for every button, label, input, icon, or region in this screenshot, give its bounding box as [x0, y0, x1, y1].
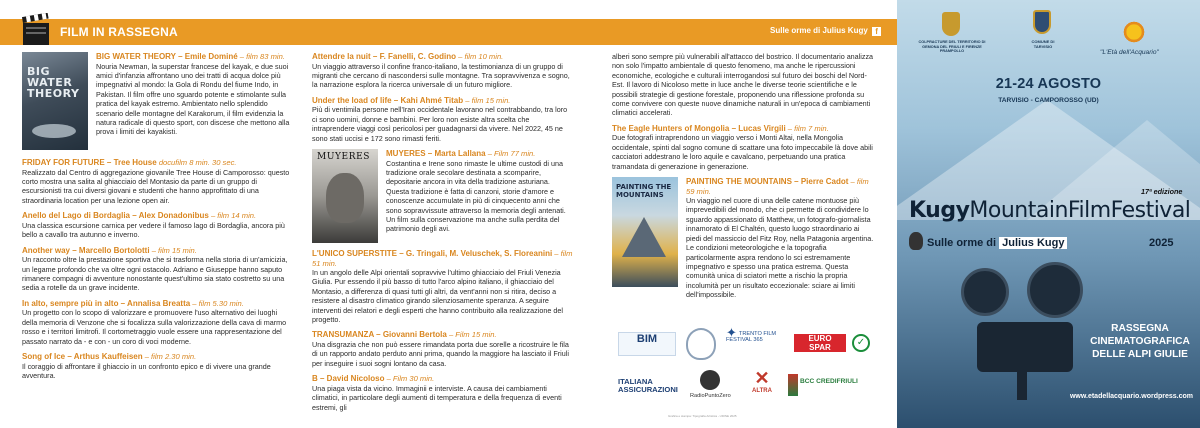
- comune-crest-icon: [686, 328, 716, 360]
- film-body: [686, 177, 874, 299]
- rassegna-label: [1085, 322, 1195, 361]
- film-meta: – film 10 min.: [456, 52, 504, 61]
- film-description: Due fotografi intraprendono un viaggio verso i Monti Altai, nella Mongolia occidentale, spinti dal sogno comune di scattare una foto impeccabile là dove abili cacciatori addestrano le loro aquile e cavalcano, perpetuando una pratica tramandata di generazione in generazione.: [612, 133, 873, 171]
- film-heading: [312, 96, 574, 106]
- film-meta: – Film 15 min.: [446, 330, 497, 340]
- rassegna-line: RASSEGNA: [1111, 323, 1169, 334]
- festival-subtitle: [927, 237, 1067, 249]
- bim-logo-text: BIM: [636, 333, 658, 345]
- film-description: Il coraggio di affrontare il ghiaccio in un confronto epico e di vivere una grande avventura.: [22, 361, 271, 381]
- trento-film-festival-logo: [726, 325, 778, 360]
- film-meta: – film 5.30 min.: [190, 298, 244, 308]
- film-entry: [312, 149, 574, 243]
- film-entry: [312, 52, 574, 90]
- film-title: FRIDAY FOR FUTURE – Tree House: [22, 158, 157, 167]
- film-reel-icon: [961, 268, 1009, 316]
- poster-title: BIG WATER THEORY: [27, 65, 80, 100]
- film-heading: [386, 149, 574, 159]
- print-credits: Grafica e stampa: Tipografia Artistica - UDINE 2025: [668, 414, 737, 418]
- facebook-icon[interactable]: f: [872, 27, 881, 36]
- film-title: Attendre la nuit – F. Fanelli, C. Godino: [312, 52, 457, 61]
- poster-title: PAINTING THE MOUNTAINS: [616, 183, 672, 200]
- film-meta: – Film 77 min.: [485, 149, 536, 159]
- film-meta: – film 51 min.: [312, 249, 573, 268]
- subtitle-prefix: Sulle orme di: [927, 237, 997, 249]
- film-heading: [22, 299, 290, 309]
- film-meta: docufilm 8 min. 30 sec.: [156, 158, 237, 167]
- film-description: Più di ventimila persone nell'Iran occidentale lavorano nel contrabbando, tra loro ci sono uomini, donne e bambini. Per loro non esiste altra scelta che intraprendere viaggi così pericolosi per guadagnarsi da vivere. Nel 2022, 45 ne sono stati uccisi e 172 sono rimasti feriti.: [312, 105, 568, 143]
- header-tagline-text: Sulle orme di Julius Kugy: [770, 26, 868, 35]
- clapperboard-icon: [22, 13, 52, 47]
- rassegna-line: DELLE ALPI GIULIE: [1092, 349, 1188, 360]
- film-title: BIG WATER THEORY – Emile Dominé: [96, 52, 238, 61]
- film-description: Costantina e Irene sono rimaste le ultime custodi di una tradizione orale secolare destinata a scomparire, depositarie ancora in vita della tradizione asturiana. Questa tradizione è fatta di canzoni, storie d'amore e conoscenze accumulate in più di cinquecento anni che sono sopravvissute attraverso la memoria degli antenati. Un film sulla conservazione ma anche sulla perdita del patrimonio degli avi.: [386, 158, 566, 234]
- film-description: Realizzato dal Centro di aggregazione giovanile Tree House di Camporosso: questo corto mostra una salita al ghiacciaio del Montasio da parte di un gruppo di escursionisti tra cui diversi giovani e studenti che hanno approfittato di una straordinaria location per una lezione open air.: [22, 167, 290, 205]
- altra-logo: [740, 368, 784, 402]
- projector-body: [977, 322, 1073, 372]
- edition-label: 17ª edizione: [1141, 187, 1183, 196]
- film-meta: – film 2.30 min.: [142, 352, 197, 362]
- sun-icon: [1122, 20, 1146, 44]
- film-meta: – film 7 min.: [785, 123, 829, 133]
- film-entry: [612, 124, 874, 171]
- film-title: B – David Nicoloso: [312, 374, 385, 384]
- festival-dates: 21-24 AGOSTO: [995, 76, 1102, 92]
- film-entry: [22, 158, 290, 205]
- film-entry: [312, 330, 574, 368]
- section-title: FILM IN RASSEGNA: [60, 25, 178, 39]
- film-title: Song of Ice – Arthus Kauffeisen: [22, 352, 143, 362]
- film-heading: [22, 246, 290, 256]
- poster-title: MUYERES: [317, 152, 371, 163]
- italiana-assicurazioni-logo: [618, 378, 676, 402]
- film-meta: – film 15 min.: [463, 95, 511, 105]
- film-heading: [312, 374, 574, 384]
- film-entry: [312, 96, 574, 143]
- film-title: PAINTING THE MOUNTAINS – Pierre Cadot: [686, 177, 849, 187]
- film-body: [96, 52, 290, 137]
- film-entry: [22, 246, 290, 293]
- organizer-1: COLPRACTURE DEL TERRITORIO DI GEMONA DEL FRIULI E FIRENZE PRAMPOLLO: [918, 40, 986, 54]
- mountain-graphic: [622, 217, 666, 257]
- bim-logo: [618, 332, 676, 356]
- film-heading: [312, 52, 574, 62]
- italiana-text: ITALIANA: [618, 377, 653, 386]
- portrait-icon: [909, 232, 923, 250]
- film-description-continued: alberi sono sempre più vulnerabili all'attacco del bostrico. Il documentario analizza non solo l'impatto ambientale di questo fenomeno, ma anche le ripercussioni economiche, ecologiche e culturali interrogandosi sul futuro dei boschi del Nord-Est. Il lavoro di Nicoloso mette in luce anche le diverse teorie scientifiche e le possibili strategie di gestione forestale, proponendo una riflessione profonda su come convivere con queste nuove dinamiche naturali in un'epoca di cambiamenti climatici accelerati.: [612, 52, 874, 118]
- film-entry: [22, 52, 290, 152]
- film-poster-painting-the-mountains: [612, 177, 678, 287]
- portrait-graphic: [326, 173, 364, 223]
- film-meta: – film 14 min.: [208, 211, 257, 221]
- eurospar-logo: [794, 334, 846, 352]
- film-description: Un racconto oltre la prestazione sportiva che si trasforma nella storia di un'amicizia, un legame profondo che va oltre ogni ostacolo. Adriano e Giuseppe hanno saputo rimanere compagni di avventure nonostante quest'ultimo sia stato costretto su una sedia a rotelle da un grave incidente.: [22, 255, 288, 293]
- film-heading: [312, 330, 574, 340]
- film-description: Un viaggio nel cuore di una delle catene montuose più imprevedibili del mondo, che ci permette di condividere lo sguardo appassionato di Matthew, un fotografo-giornalista innamorato di El Chaltén, questo luogo straordinario ai piedi del massiccio del Fitz Roy, nella Patagonia argentina. Le condizioni meteorologiche e la topografia particolarmente aspra rendono lo sci estremamente impegnativo e spesso una pratica estrema. Questa comunità unica di sciatori mette a rischio la propria incolumità per un risultato eccezionale: sciare ai limiti dell'impossibile.: [686, 196, 874, 300]
- flag-icon: [788, 374, 798, 396]
- sponsor-logos: [616, 325, 874, 418]
- film-entry: [612, 177, 874, 299]
- column-1: [22, 52, 290, 386]
- website-link[interactable]: www.etadellacquario.wordpress.com: [1069, 393, 1193, 400]
- radio-text: RadioPuntoZero: [690, 393, 731, 399]
- film-description: Un progetto con lo scopo di valorizzare e promuovere l'uso alternativo dei luoghi della memoria di Venzone che si focalizza sulla valorizzazione della cava di marmo rosso e i territori limitrofi. Il cortometraggio vuole essere una rappresentazione del passato narrato da - e con - un coro di voci moderne.: [22, 308, 287, 346]
- film-description: In un angolo delle Alpi orientali sopravvive l'ultimo ghiacciaio del Friuli Venezia Giulia. Pur essendo il più basso di tutto l'arco alpino italiano, il ghiacciaio del Montasio, a differenza di quasi tutti gli altri, da vent'anni non si ritira, deciso a resistere al disastro climatico girando silenziosamente speranza. A seguire interventi dei relatori e degli esperti che hanno contribuito alla realizzazione del progetto.: [312, 268, 563, 325]
- cover-panel: [897, 0, 1200, 428]
- crest-icon: [1033, 10, 1051, 34]
- title-bold: Kugy: [909, 198, 970, 223]
- column-2: [312, 52, 574, 418]
- euro-text: EURO: [808, 334, 832, 343]
- film-title: L'UNICO SUPERSTITE – G. Tringali, M. Veluschek, S. Floreanini: [312, 249, 553, 259]
- title-rest: MountainFilmFestival: [969, 198, 1191, 223]
- altra-text: ALTRA: [752, 388, 772, 394]
- film-entry: [312, 249, 574, 324]
- column-3: [612, 52, 874, 306]
- film-heading: [612, 124, 874, 134]
- film-title: Another way – Marcello Bortolotti: [22, 245, 150, 255]
- film-entry: [22, 352, 290, 380]
- check-logo-icon: ✓: [852, 334, 870, 352]
- film-heading: [22, 158, 290, 168]
- trento-logo-text: TRENTO FILM FESTIVAL: [726, 331, 777, 344]
- film-title: Under the load of life – Kahi Ahmé Titab: [312, 95, 464, 105]
- radio-punto-zero-logo: [690, 370, 730, 404]
- film-meta: – film 15 min.: [149, 245, 197, 255]
- film-heading: [22, 211, 290, 221]
- film-poster-big-water-theory: [22, 52, 88, 150]
- film-meta: – film 83 min.: [237, 52, 285, 61]
- association-name: "L'Età dell'Acquario": [1100, 49, 1159, 56]
- film-title: In alto, sempre più in alto – Annalisa Breatta: [22, 298, 191, 308]
- film-description: Una disgrazia che non può essere rimandata porta due sorelle a ricostruire le fila di un rapporto andato perduto anni prima, quando la maggiore ha lasciato il Friuli per inseguire i suoi sogni lontano da casa.: [312, 340, 569, 368]
- festival-place: TARVISIO - CAMPOROSSO (UD): [998, 97, 1099, 104]
- film-title: TRANSUMANZA – Giovanni Bertola: [312, 330, 447, 340]
- film-meta: – Film 30 min.: [384, 374, 435, 384]
- film-body: [386, 149, 574, 234]
- star-icon: ✦: [726, 325, 737, 340]
- film-title: MUYERES – Marta Lallana: [386, 149, 486, 159]
- film-description: Un viaggio attraverso il confine franco-italiano, la testimonianza di un gruppo di migranti che cercano di nascondersi sulle montagne. Tra sopravvivenza e sogno, la narrazione esplora la ricerca universale di un futuro migliore.: [312, 61, 570, 90]
- festival-title: [909, 198, 1190, 223]
- film-reel-icon: [1027, 262, 1083, 318]
- subtitle-name: Julius Kugy: [999, 237, 1067, 249]
- film-heading: [686, 177, 874, 196]
- film-title: The Eagle Hunters of Mongolia – Lucas Virgili: [612, 123, 786, 133]
- film-heading: [312, 249, 574, 268]
- film-description: Una piaga vista da vicino. Immaginii e interviste. A causa dei cambiamenti climatici, in particolare degli aumenti di temperatura e della frequenza di eventi estremi, gli: [312, 383, 562, 412]
- organizer-2: COMUNE DI TARVISIO: [1031, 39, 1055, 49]
- crest-icon: [942, 12, 960, 36]
- kayak-graphic: [32, 124, 76, 138]
- trento-logo-number: 365: [753, 337, 763, 344]
- assicurazioni-text: ASSICURAZIONI: [618, 385, 678, 394]
- rassegna-line: CINEMATOGRAFICA: [1090, 336, 1190, 347]
- festival-year: 2025: [1149, 237, 1174, 249]
- altra-mark-icon: ✕: [754, 368, 770, 388]
- film-title: Anello del Lago di Bordaglia – Alex Donadonibus: [22, 211, 209, 221]
- film-description: Nouria Newman, la superstar francese del kayak, e due suoi amici d'infanzia affrontano uno dei tratti di acqua dolce più impegnativi al mondo: la Gola di Rondu del fiume Indo, in Pakistan. Il film offre uno sguardo potente e stimolante sulla pratica del kayak estremo. Ambientato nello splendido scenario delle montagne del Karakorum, il film evidenzia la natura radicale di questo sport, con discese che mettono alla prova i limiti dei kayakisti.: [96, 61, 290, 137]
- film-heading: [22, 352, 290, 362]
- film-entry: [22, 211, 290, 239]
- film-entry: [312, 374, 574, 412]
- spar-text: SPAR: [809, 343, 831, 352]
- radio-icon: [700, 370, 720, 390]
- film-meta: – film 59 min.: [686, 177, 869, 196]
- film-poster-muyeres: [312, 149, 378, 243]
- bcc-credifriuli-logo: BCC CREDIFRIULI: [800, 378, 858, 385]
- film-description: Una classica escursione carnica per vedere il famoso lago di Bordaglia, ancora più bello a cavallo tra autunno e inverno.: [22, 220, 285, 240]
- header-tagline: [770, 26, 881, 36]
- film-heading: [96, 52, 290, 62]
- film-entry: [22, 299, 290, 346]
